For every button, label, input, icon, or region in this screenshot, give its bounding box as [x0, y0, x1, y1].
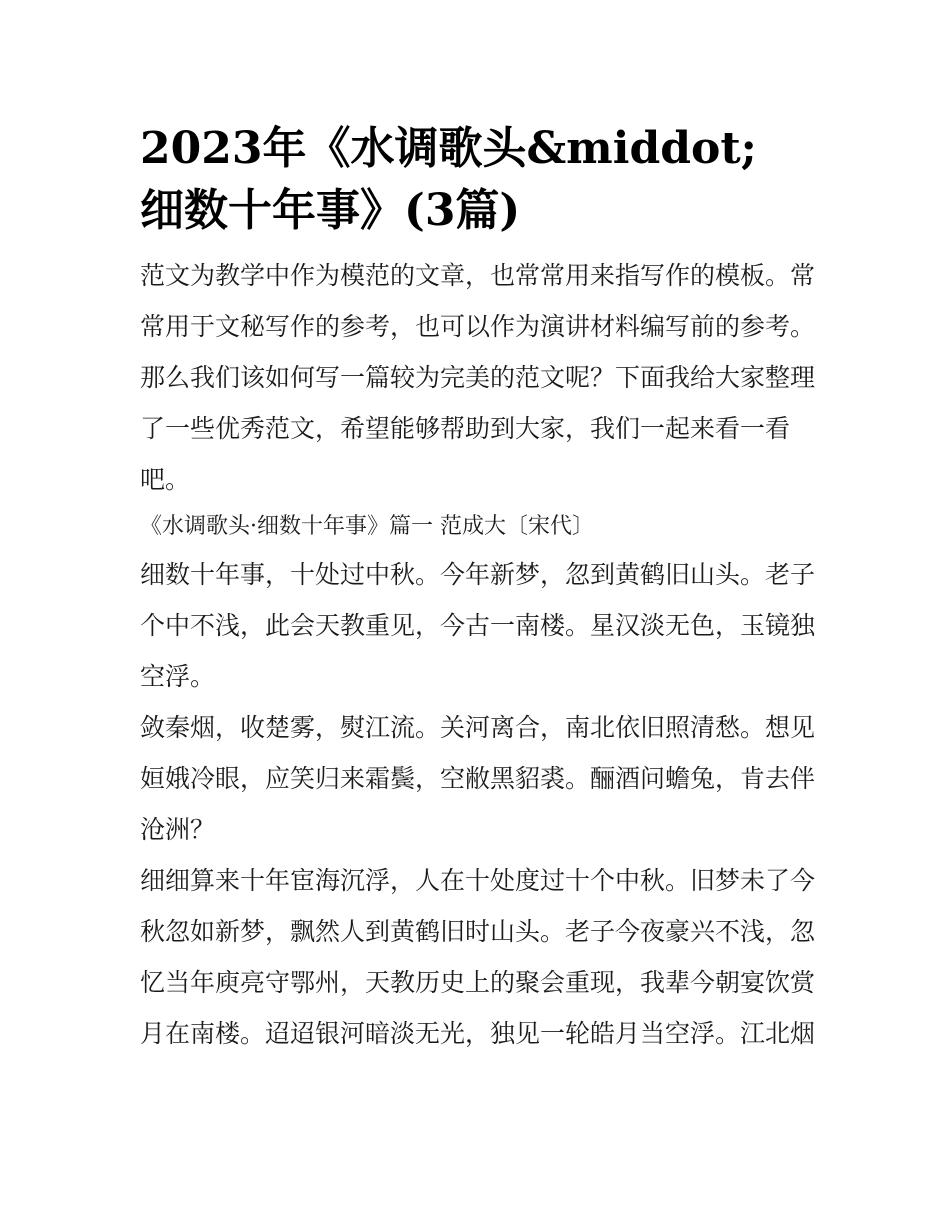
poem-heading: 《水调歌头·细数十年事》篇一 范成大〔宋代〕	[140, 514, 594, 539]
poem-line: 空浮。	[140, 662, 216, 691]
translation-paragraph	[140, 855, 820, 1059]
poem-line: 敛秦烟，收楚雾，熨江流。关河离合，南北依旧照清愁。想见	[140, 713, 816, 742]
intro-line: 范文为教学中作为模范的文章，也常常用来指写作的模板。常	[140, 261, 816, 290]
translation-line: 细细算来十年宦海沉浮，人在十处度过十个中秋。旧梦未了今	[140, 866, 816, 895]
intro-line: 了一些优秀范文，希望能够帮助到大家，我们一起来看一看	[140, 414, 791, 443]
document-body	[140, 118, 820, 1059]
poem-line: 细数十年事，十处过中秋。今年新梦，忽到黄鹤旧山头。老子	[140, 560, 816, 589]
intro-line: 常用于文秘写作的参考，也可以作为演讲材料编写前的参考。	[140, 312, 816, 341]
document-title	[140, 118, 820, 242]
poem-stanza-2	[140, 702, 820, 855]
intro-paragraph	[140, 250, 820, 505]
poem-line: 沧洲？	[140, 815, 216, 844]
translation-line: 月在南楼。迢迢银河暗淡无光，独见一轮皓月当空浮。江北烟	[140, 1019, 816, 1048]
poem-stanza-1	[140, 549, 820, 702]
title-line: 2023年《水调歌头&middot;	[140, 123, 757, 174]
translation-line: 秋忽如新梦，飘然人到黄鹤旧时山头。老子今夜豪兴不浅，忽	[140, 917, 816, 946]
poem-line: 姮娥冷眼，应笑归来霜鬓，空敝黑貂裘。酾酒问蟾兔，肯去伴	[140, 764, 816, 793]
title-line: 细数十年事》(3篇)	[140, 185, 521, 236]
intro-line: 吧。	[140, 465, 191, 494]
translation-line: 忆当年庾亮守鄂州，天教历史上的聚会重现，我辈今朝宴饮赏	[140, 968, 816, 997]
poem-line: 个中不浅，此会天教重见，今古一南楼。星汉淡无色，玉镜独	[140, 611, 816, 640]
intro-line: 那么我们该如何写一篇较为完美的范文呢？下面我给大家整理	[140, 363, 816, 392]
